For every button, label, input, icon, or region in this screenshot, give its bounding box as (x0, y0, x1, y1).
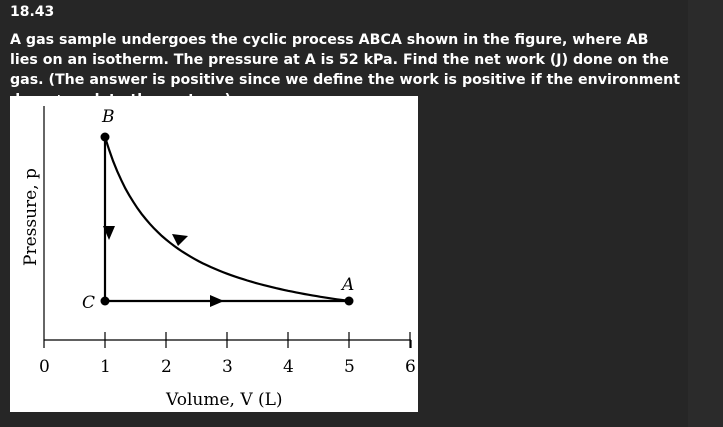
question-number: 18.43 (10, 4, 55, 20)
label-b: B (102, 107, 115, 127)
pv-diagram (10, 96, 418, 412)
x-tick-label: 6 (405, 357, 416, 377)
x-tick-label: 1 (100, 357, 111, 377)
x-tick-label: 4 (283, 357, 294, 377)
arrow-ca-icon (210, 295, 224, 307)
y-axis-label: Pressure, p (21, 168, 41, 266)
isotherm-ab (105, 137, 349, 301)
label-c: C (82, 293, 96, 313)
label-a: A (342, 275, 355, 295)
x-tick-label: 3 (222, 357, 233, 377)
point-b (101, 133, 110, 142)
x-tick-labels (39, 357, 416, 377)
pv-diagram-figure (10, 96, 418, 412)
x-tick-label: 2 (161, 357, 172, 377)
question-text: A gas sample undergoes the cyclic process ABCA shown in the figure, where AB lies on an isotherm. The pressure at A is 52 kPa. Find the net work (J) done on the gas. (The answer is positive since we define the work is positive if the environment (10, 32, 680, 88)
point-a (345, 297, 354, 306)
arrow-ab-icon (172, 234, 188, 246)
x-axis-label: Volume, V (L) (166, 390, 283, 410)
x-tick-label: 5 (344, 357, 355, 377)
point-c (101, 297, 110, 306)
x-tick-label: 0 (39, 357, 50, 377)
